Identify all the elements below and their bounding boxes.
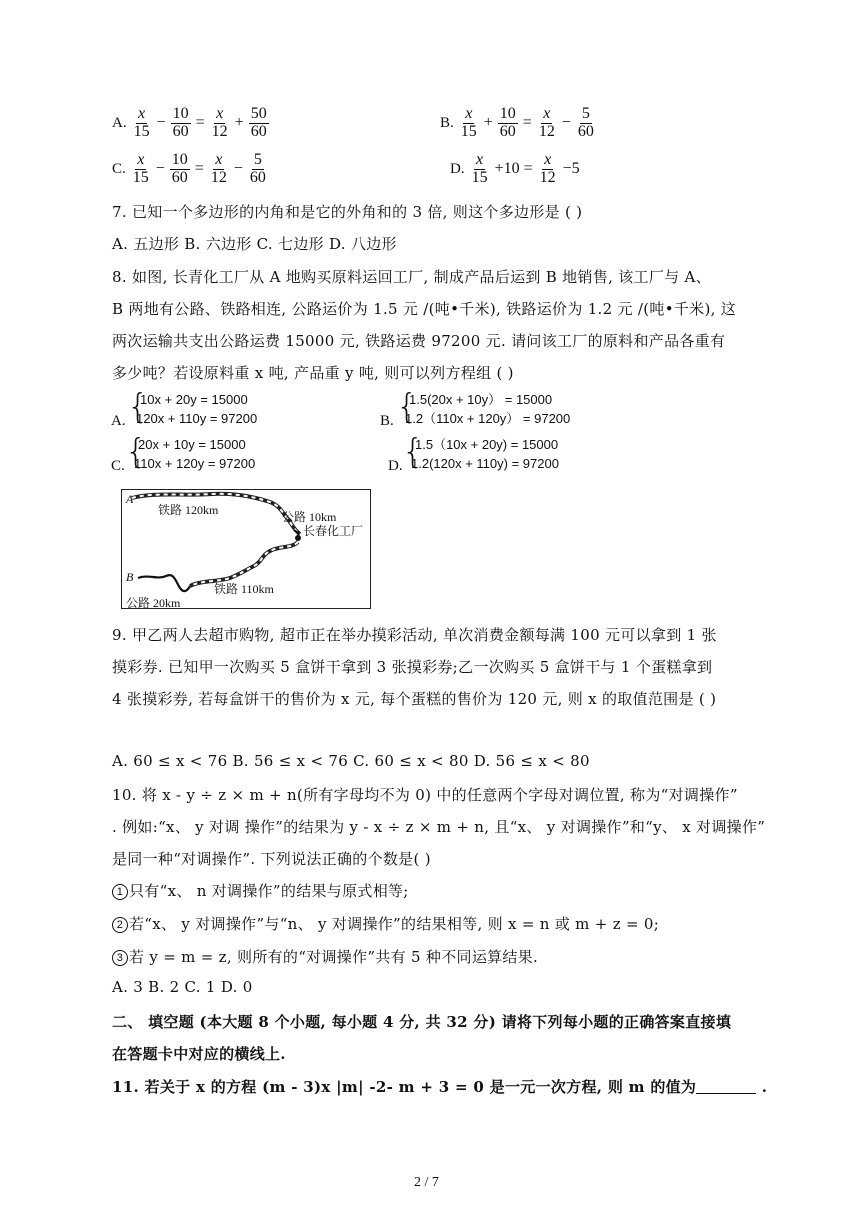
fraction: $\frac{10}{60}$ [499,105,516,140]
brace-icon: { [127,387,149,427]
fraction: $\frac{10}{60}$ [172,105,189,140]
map-point-b-label: B [126,570,134,584]
fraction: $\frac{x}{15}$ [132,151,149,186]
q6-option-b: B. $\frac{x}{15}$ + $\frac{10}{60}$ = $\frac{x}{12}$ − $\frac{5}{60}$ [440,105,594,140]
q8-option-d-label: D. [388,458,403,474]
q7-stem: 7. 已知一个多边形的内角和是它的外角和的 3 倍, 则这个多边形是 ( ) [112,203,583,221]
fraction: $\frac{x}{15}$ [133,105,150,140]
q8-option-d-system [402,432,602,475]
q8-line-3: 两次运输共支出公路运费 15000 元, 铁路运费 97200 元. 请问该工厂的原料和产品各重有 [112,332,726,350]
q8-line-1: 8. 如图, 长青化工厂从 A 地购买原料运回工厂, 制成产品后运到 B 地销售, 该工厂与 A、 [112,268,711,286]
equation-row: 1.2(120x + 110y) = 97200 [411,456,559,471]
road-bottom-path [138,575,190,591]
equation-row: 120x + 110y = 97200 [136,411,258,426]
q6-option-a: A. $\frac{x}{15}$ − $\frac{10}{60}$ = $\frac{x}{12}$ + $\frac{50}{60}$ [112,105,267,140]
q6-option-c: C. $\frac{x}{15}$ − $\frac{10}{60}$ = $\frac{x}{12}$ − $\frac{5}{60}$ [112,151,266,186]
section-2-heading-line-2: 在答题卡中对应的横线上. [112,1045,286,1063]
q9-line-1: 9. 甲乙两人去超市购物, 超市正在举办摸彩活动, 单次消费金额每满 100 元可以拿到 1 张 [112,626,717,644]
equation-row: 1.2（110x + 120y） = 97200 [405,411,571,426]
map-road-right-label: 公路 10km [282,510,337,524]
q8-option-a-system [127,387,297,430]
q8-option-a-label: A. [111,413,126,429]
brace-icon: { [402,432,424,472]
q11-text: 11. 若关于 x 的方程 (m - 3)x |m| -2- m + 3 = 0 是一元一次方程, 则 m 的值为 . [112,1078,768,1096]
map-road-bottom-label: 公路 20km [126,596,181,610]
q10-line-3: 是同一种“对调操作”. 下列说法正确的个数是( ) [112,850,431,868]
answer-blank [696,1079,756,1094]
section-2-heading-line-1: 二、 填空题 (本大题 8 个小题, 每小题 4 分, 共 32 分) 请将下列每小题的正确答案直接填 [112,1013,732,1031]
q8-option-b-system [396,387,616,430]
q10-options: A. 3 B. 2 C. 1 D. 0 [112,978,253,996]
q8-line-4: 多少吨？若设原料重 x 吨, 产品重 y 吨, 则可以列方程组 ( ) [112,364,514,382]
circled-number-1: 1 [112,884,128,900]
fraction: $\frac{x}{12}$ [539,151,556,186]
map-factory-label: 长春化工厂 [303,524,364,538]
q8-line-2: B 两地有公路、铁路相连, 公路运价为 1.5 元 /(吨•千米), 铁路运价为 1.2 元 /(吨•千米), 这 [112,300,737,318]
q10-line-1: 10. 将 x - y ÷ z × m + n(所有字母均不为 0) 中的任意两个字母对调位置, 称为“对调操作” [112,786,738,804]
fraction: $\frac{x}{12}$ [538,105,555,140]
q8-option-c-system [125,432,295,475]
q10-statement-2: 2 若“x、 y 对调操作”与“n、 y 对调操作”的结果相等, 则 x = n 或 m + z = 0; [112,913,659,934]
factory-marker [295,535,301,541]
circled-number-2: 2 [112,917,128,933]
fraction: $\frac{x}{15}$ [460,105,477,140]
fraction: $\frac{5}{60}$ [577,105,594,140]
fraction: $\frac{x}{12}$ [210,151,227,186]
fraction: $\frac{5}{60}$ [249,151,266,186]
q8-option-c-label: C. [111,458,125,474]
q9-line-2: 摸彩券. 已知甲一次购买 5 盒饼干拿到 3 张摸彩券;乙一次购买 5 盒饼干与 1 个蛋糕拿到 [112,658,713,676]
q10-statement-3: 3 若 y = m = z, 则所有的“对调操作”共有 5 种不同运算结果. [112,946,538,967]
equation-row: 20x + 10y = 15000 [138,437,246,452]
q9-line-3: 4 张摸彩券, 若每盒饼干的售价为 x 元, 每个蛋糕的售价为 120 元, 则 x 的取值范围是 ( ) [112,690,717,708]
equation-row: 110x + 120y = 97200 [134,456,256,471]
equation-row: 1.5(20x + 10y） = 15000 [409,392,553,407]
map-rail-top-label: 铁路 120km [158,503,219,517]
q10-line-2: . 例如:“x、 y 对调 操作”的结果为 y - x ÷ z × m + n, 且“x、 y 对调操作”和“y、 x 对调操作” [112,818,766,836]
equation-row: 10x + 20y = 15000 [140,392,248,407]
fraction: $\frac{50}{60}$ [250,105,267,140]
equation-row: 1.5（10x + 20y) = 15000 [415,437,559,452]
brace-icon: { [396,387,418,427]
q9-options: A. 60 ≤ x < 76 B. 56 ≤ x < 76 C. 60 ≤ x < 80 D. 56 ≤ x < 80 [112,752,590,770]
q7-options: A. 五边形 B. 六边形 C. 七边形 D. 八边形 [112,235,397,253]
page-number: 2 / 7 [414,1175,439,1190]
fraction: $\frac{10}{60}$ [171,151,188,186]
q10-statement-1: 1 只有“x、 n 对调操作”的结果与原式相等; [112,880,409,901]
brace-icon: { [125,432,147,472]
q8-option-b-label: B. [380,413,394,429]
route-map-figure [121,489,371,609]
q6-option-d: D. $\frac{x}{15}$ +10 = $\frac{x}{12}$ −5 [450,151,580,186]
circled-number-3: 3 [112,950,128,966]
fraction: $\frac{x}{12}$ [211,105,228,140]
map-point-a-label: A [126,492,134,506]
fraction: $\frac{x}{15}$ [471,151,488,186]
map-rail-bottom-label: 铁路 110km [214,582,274,596]
